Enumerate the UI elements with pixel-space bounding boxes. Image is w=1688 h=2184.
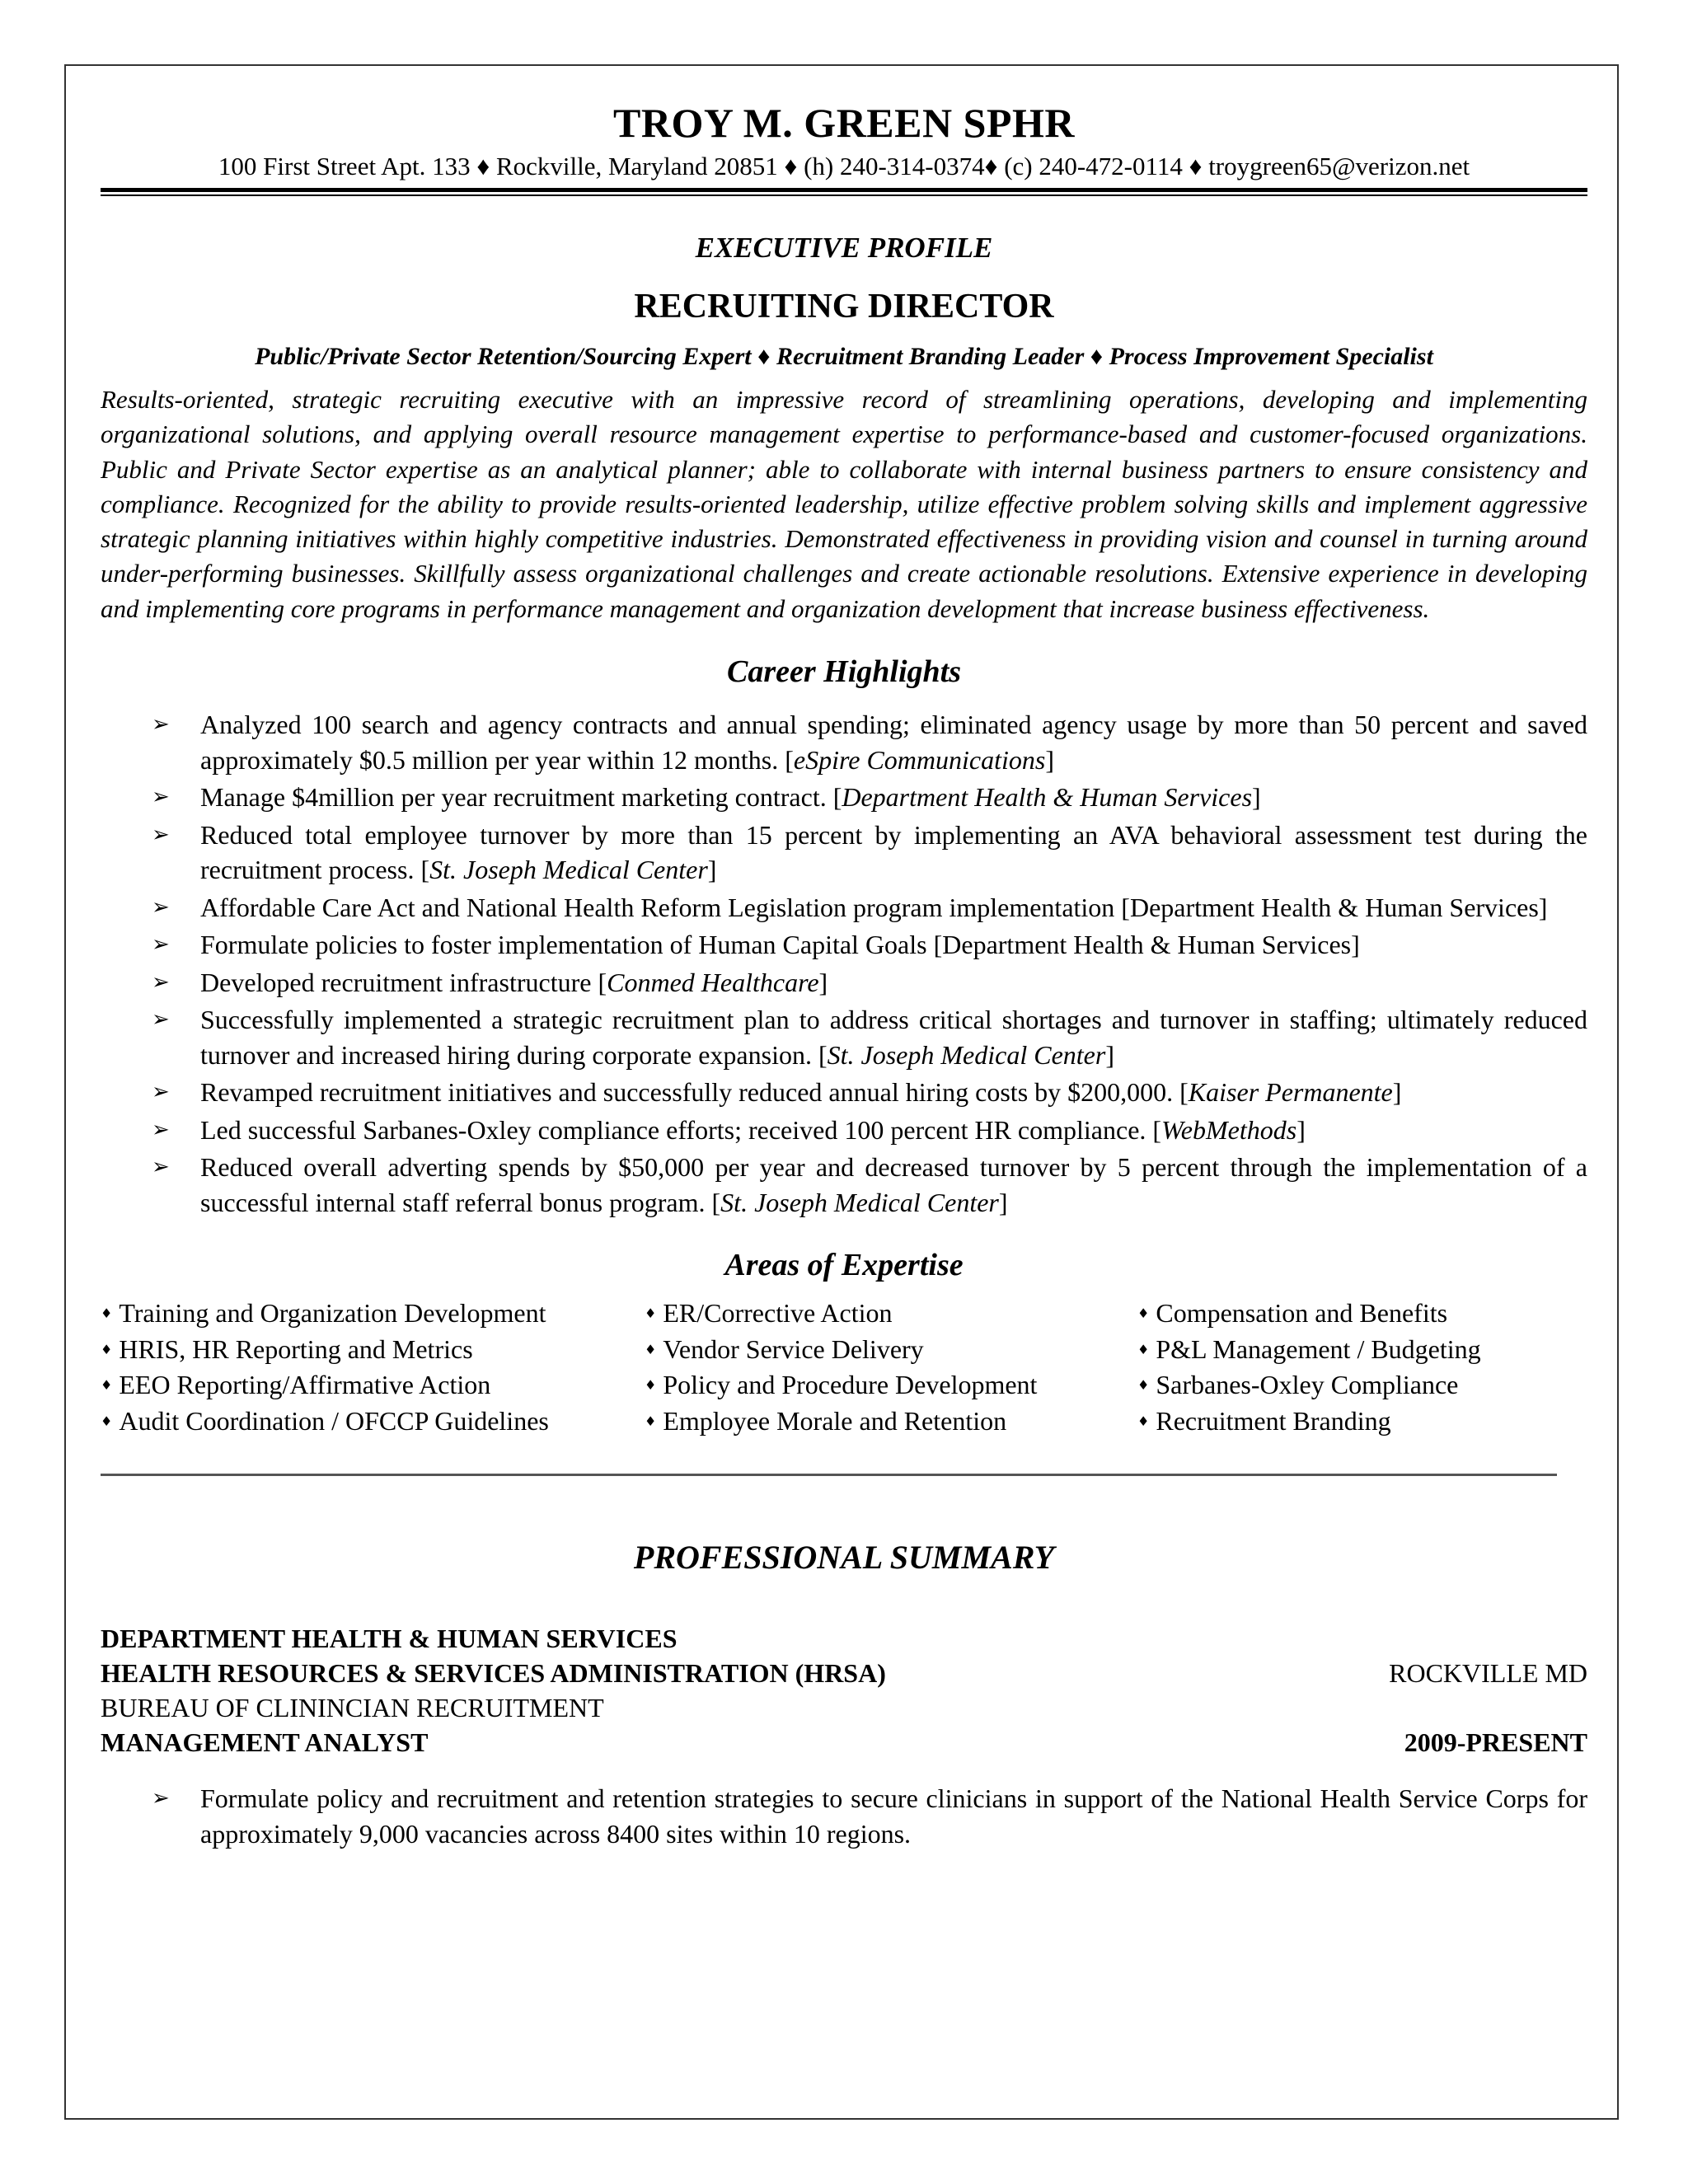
list-item: ➢ Formulate policies to foster implementation of Human Capital Goals [Department Health & Human Services] [101, 927, 1587, 963]
arrow-bullet-icon: ➢ [152, 785, 170, 810]
separator-icon: ♦ [784, 152, 798, 180]
diamond-bullet-icon: ♦ [1137, 1377, 1150, 1394]
home-phone: (h) 240-314-0374 [804, 152, 985, 180]
list-item: ➢ Formulate policy and recruitment and retention strategies to secure clinicians in support of the National Health Service Corps for approximately 9,000 vacancies across 8400 sites within 10 regions. [101, 1781, 1587, 1851]
city-state: Rockville, Maryland 20851 [495, 152, 778, 180]
list-item: ➢ Revamped recruitment initiatives and successfully reduced annual hiring costs by $200,000. [Kaiser Permanente] [101, 1075, 1587, 1110]
arrow-bullet-icon: ➢ [152, 1155, 170, 1180]
diamond-bullet-icon: ♦ [645, 1413, 657, 1429]
employer-block [101, 1621, 1587, 1760]
separator-icon: ♦ [984, 152, 998, 180]
expertise-item: ♦ Vendor Service Delivery [645, 1333, 924, 1364]
expertise-item: ♦ HRIS, HR Reporting and Metrics [101, 1333, 473, 1364]
arrow-bullet-icon: ➢ [152, 1786, 170, 1811]
expertise-grid [101, 1296, 1587, 1439]
position-title: MANAGEMENT ANALYST [101, 1727, 429, 1758]
diamond-bullet-icon: ♦ [101, 1377, 113, 1394]
resume-document [101, 97, 1587, 1851]
diamond-bullet-icon: ♦ [645, 1341, 657, 1357]
arrow-bullet-icon: ➢ [152, 1117, 170, 1142]
diamond-bullet-icon: ♦ [1137, 1305, 1150, 1322]
expertise-item: ♦ Recruitment Branding [1137, 1405, 1391, 1436]
areas-of-expertise-heading: Areas of Expertise [724, 1248, 964, 1283]
diamond-bullet-icon: ♦ [101, 1413, 113, 1429]
expertise-item: ♦ Sarbanes-Oxley Compliance [1137, 1370, 1459, 1400]
arrow-bullet-icon: ➢ [152, 712, 170, 738]
specialties-line [101, 340, 1587, 374]
expertise-item: ♦ P&L Management / Budgeting [1137, 1333, 1481, 1364]
arrow-bullet-icon: ➢ [152, 1080, 170, 1105]
separator-icon: ♦ [1090, 343, 1104, 370]
header-rule-thin [101, 194, 1587, 196]
professional-summary-heading: PROFESSIONAL SUMMARY [633, 1539, 1055, 1577]
expertise-column [1137, 1296, 1566, 1439]
section-divider [101, 1474, 1557, 1476]
expertise-item: ♦ Training and Organization Development [101, 1298, 546, 1329]
expertise-item: ♦ Employee Morale and Retention [645, 1405, 1007, 1436]
department-name: DEPARTMENT HEALTH & HUMAN SERVICES [101, 1624, 678, 1654]
duties-list [101, 1781, 1587, 1851]
separator-icon: ♦ [476, 152, 490, 180]
expertise-item: ♦ ER/Corrective Action [645, 1298, 893, 1329]
specialty-item: Public/Private Sector Retention/Sourcing Expert [255, 343, 752, 370]
arrow-bullet-icon: ➢ [152, 894, 170, 920]
specialty-item: Recruitment Branding Leader [776, 343, 1085, 370]
bureau-name: BUREAU OF CLININCIAN RECRUITMENT [101, 1693, 604, 1723]
career-highlights-list [101, 707, 1587, 1220]
candidate-name: TROY M. GREEN SPHR [613, 100, 1075, 146]
list-item: ➢ Reduced total employee turnover by more than 15 percent by implementing an AVA behavioral assessment test during the recruitment process. [St. Joseph Medical Center] [101, 818, 1587, 888]
diamond-bullet-icon: ♦ [1137, 1341, 1150, 1357]
contact-line [101, 150, 1587, 183]
profile-summary: Results-oriented, strategic recruiting executive with an impressive record of streamlining operations, developing and implementing organizational solutions, and applying overall resource management expertise to performance-based and customer-focused organizations. Public and Private Sector expertise as an analytical planner; able to collaborate with internal business partners to ensure consistency and compliance. Recognized for the ability to provide results-oriented leadership, utilize effective problem solving skills and implement aggressive strategic planning initiatives within highly competitive industries. Demonstrated effectiveness in providing vision and counsel in turning around under-performing businesses. Skillfully assess organizational challenges and create actionable resolutions. Extensive experience in developing and implementing core programs in performance management and organization development that increase business effectiveness. [101, 385, 1587, 623]
expertise-column [645, 1296, 1137, 1439]
header-rule-thick [101, 188, 1587, 192]
address: 100 First Street Apt. 133 [218, 152, 471, 180]
job-location: ROCKVILLE MD [1389, 1658, 1587, 1689]
position-row [101, 1725, 1587, 1760]
separator-icon: ♦ [1189, 152, 1203, 180]
email-link[interactable]: troygreen65@verizon.net [1208, 152, 1470, 180]
diamond-bullet-icon: ♦ [645, 1305, 657, 1322]
list-item: ➢ Manage $4million per year recruitment marketing contract. [Department Health & Human Services] [101, 780, 1587, 815]
expertise-item: ♦ Compensation and Benefits [1137, 1298, 1448, 1329]
expertise-item: ♦ Audit Coordination / OFCCP Guidelines [101, 1405, 549, 1436]
expertise-item: ♦ EEO Reporting/Affirmative Action [101, 1370, 491, 1400]
role-title: RECRUITING DIRECTOR [634, 288, 1054, 326]
career-highlights-heading: Career Highlights [727, 654, 961, 690]
list-item: ➢ Analyzed 100 search and agency contracts and annual spending; eliminated agency usage by more than 50 percent and saved approximately $0.5 million per year within 12 months. [eSpire Communications] [101, 707, 1587, 777]
list-item: ➢ Successfully implemented a strategic recruitment plan to address critical shortages and turnover in staffing; ultimately reduced turnover and increased hiring during corporate expansion. [St. Joseph Medical Center] [101, 1002, 1587, 1072]
diamond-bullet-icon: ♦ [1137, 1413, 1150, 1429]
specialty-item: Process Improvement Specialist [1109, 343, 1433, 370]
diamond-bullet-icon: ♦ [101, 1341, 113, 1357]
agency-row [101, 1656, 1587, 1690]
list-item: ➢ Affordable Care Act and National Health Reform Legislation program implementation [Department Health & Human Services] [101, 890, 1587, 926]
arrow-bullet-icon: ➢ [152, 1007, 170, 1033]
arrow-bullet-icon: ➢ [152, 969, 170, 995]
employment-dates: 2009-PRESENT [1404, 1727, 1587, 1758]
agency-name: HEALTH RESOURCES & SERVICES ADMINISTRATION (HRSA) [101, 1658, 886, 1689]
separator-icon: ♦ [757, 343, 771, 370]
expertise-column [101, 1296, 645, 1439]
list-item: ➢ Led successful Sarbanes-Oxley compliance efforts; received 100 percent HR compliance. [WebMethods] [101, 1113, 1587, 1148]
expertise-item: ♦ Policy and Procedure Development [645, 1370, 1038, 1400]
list-item: ➢ Reduced overall adverting spends by $50,000 per year and decreased turnover by 5 percent through the implementation of a successful internal staff referral bonus program. [St. Joseph Medical Center] [101, 1150, 1587, 1220]
arrow-bullet-icon: ➢ [152, 932, 170, 958]
diamond-bullet-icon: ♦ [101, 1305, 113, 1322]
list-item: ➢ Developed recruitment infrastructure [Conmed Healthcare] [101, 965, 1587, 1001]
executive-profile-heading: EXECUTIVE PROFILE [695, 232, 993, 264]
diamond-bullet-icon: ♦ [645, 1377, 657, 1394]
cell-phone: (c) 240-472-0114 [1004, 152, 1183, 180]
arrow-bullet-icon: ➢ [152, 822, 170, 847]
